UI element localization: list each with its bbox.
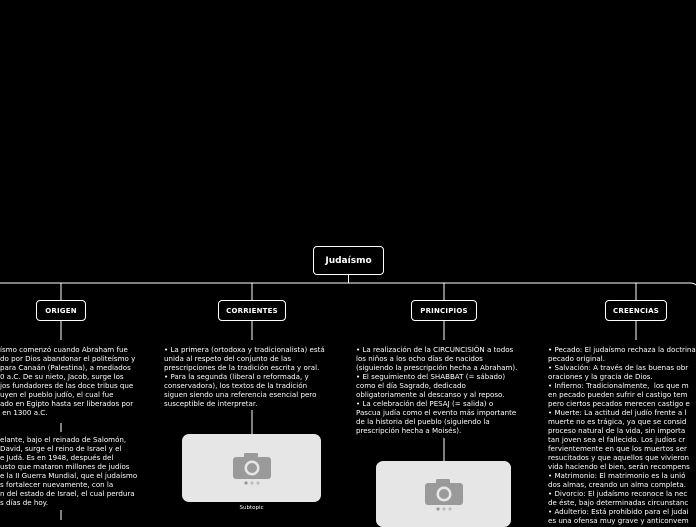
corrientes-subtopic-caption: Subtopic [239, 505, 264, 511]
camera-icon [230, 451, 274, 485]
origen-paragraph-1: ísmo comenzó cuando Abraham fue do por Dios abandonar el politeísmo y para Canaán (Palestina), a mediados 0 a.C. De su nieto, Jacob, surge los jos fundadores de las doce tribus que uyen el pueblo judío, el cual fue ado en Egipto hasta ser liberados por en 1300 a.C. [0, 345, 136, 417]
connector-bus [0, 283, 696, 285]
corrientes-subtopic-image[interactable] [182, 434, 321, 502]
principios-paragraph: • La realización de la CIRCUNCISIÓN a todos los niños a los ocho días de nacidos (siguiendo la prescripción hecha a Abraham). • El seguimiento del SHABBAT (= sábado) como el día Sagrado, dedicado obligatoriamente al descanso y al reposo. • La celebración del PESAJ (= salida) o Pascua judía como el evento más importante de la historia del pueblo (siguiendo la prescripción hecha a Moisés). [356, 345, 518, 435]
branch-node-principios[interactable]: PRINCIPIOS [411, 300, 477, 321]
corrientes-paragraph: • La primera (ortodoxa y tradicionalista) está unida al respeto del conjunto de las prescripciones de la tradición escrita y oral. • Para la segunda (liberal o reformada, y conservadora), los textos de la tradición siguen siendo una referencia esencial pero susceptible de interpretar. [164, 345, 325, 408]
branch-node-creencias[interactable]: CREENCIAS [605, 300, 667, 321]
creencias-paragraph: • Pecado: El judaísmo rechaza la doctrina pecado original. • Salvación: A través de las buenas obr oraciones y la gracia de Dios. • Infierno: Tradicionalmente, los que m en pecado pueden sufrir el castigo tem pero ciertos pecados merecen castigo e • Muerte: La actitud del judío frente a l muerte no es trágica, ya que se consid proceso natural de la vida, sin importa tan joven sea el fallecido. Los judíos cr fervientemente en que los muertos ser resucitados y que aquellos que vivieron vida haciendo el bien, serán recompens • Matrimonio: El matrimonio es la unió dos almas, creando un alma completa. • Divorcio: El judaísmo reconoce la nec de éste, bajo determinadas circunstanc • Adulterio: Está prohibido para el judai es una ofensa muy grave y anticonvem [548, 345, 696, 525]
origen-paragraph-2: elante, bajo el reinado de Salomón, David, surge el reino de Israel y el e Judá. Es en 1948, después del usto que mataron millones de judíos e la II Guerra Mundial, que el judaísmo s fortalecer nuevamente, con la n del estado de Israel, el cual perdura s días de hoy. [0, 435, 138, 507]
camera-icon [422, 477, 466, 511]
principios-subtopic-image[interactable] [376, 461, 511, 527]
root-node[interactable]: Judaísmo [313, 246, 384, 275]
branch-node-corrientes[interactable]: CORRIENTES [218, 300, 286, 321]
branch-node-origen[interactable]: ORIGEN [36, 300, 86, 321]
